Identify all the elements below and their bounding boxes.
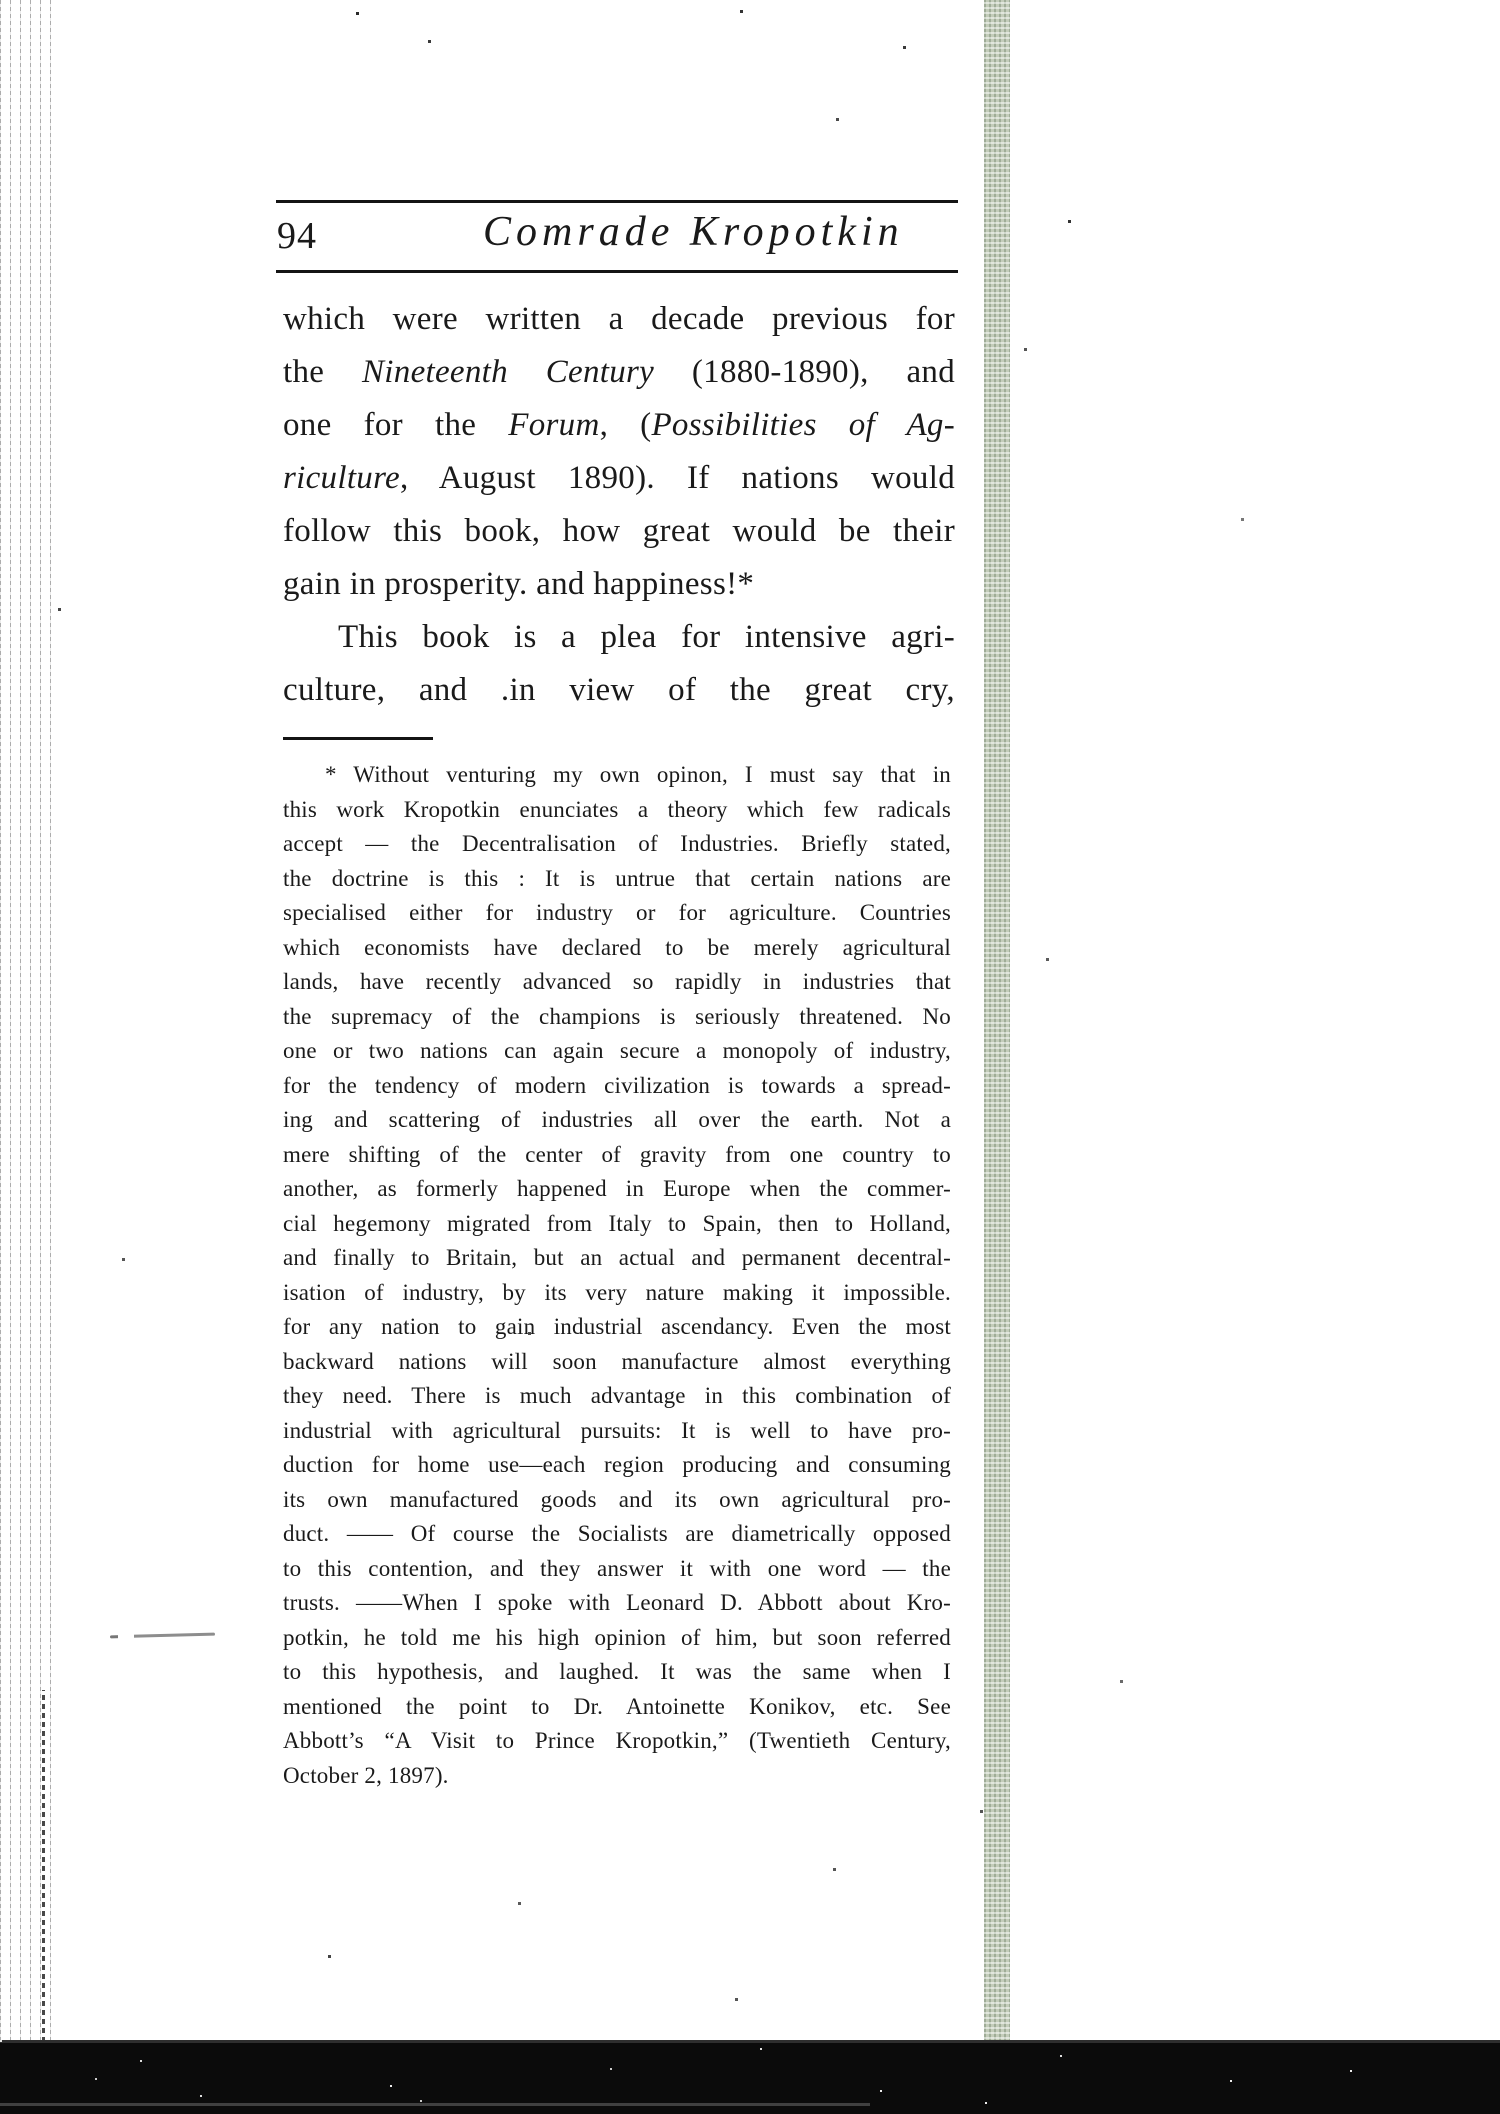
footnote-line: accept — the Decentralisation of Industries. Briefly stated,: [283, 831, 951, 856]
text-line: [283, 399, 955, 452]
scan-specks: [0, 0, 3, 3]
footnote-line: duction for home use—each region producing and consuming: [283, 1452, 951, 1477]
text-line: [283, 611, 955, 664]
footnote-line: for any nation to gain industrial ascendancy. Even the most: [283, 1314, 951, 1339]
footnote-line: duct. —— Of course the Socialists are diametrically opposed: [283, 1521, 951, 1546]
italic-text: riculture: [283, 460, 400, 496]
footnote-line: they need. There is much advantage in this combination of: [283, 1383, 951, 1408]
italic-text: Possibilities of Ag-: [651, 407, 955, 443]
scan-edge-left: [0, 0, 54, 2114]
footnote-line: lands, have recently advanced so rapidly in industries that: [283, 969, 951, 994]
text: This book is a plea for intensive agri-: [338, 619, 955, 655]
footnote-line: isation of industry, by its very nature making it impossible.: [283, 1279, 951, 1305]
text: culture, and .in view of the great cry,: [283, 672, 955, 708]
text: , August 1890). If nations would: [399, 460, 955, 496]
header-rule-top: [276, 200, 958, 203]
text: the: [283, 354, 362, 390]
footnote-line: to this hypothesis, and laughed. It was the same when I: [283, 1659, 951, 1684]
text: (1880-1890), and: [654, 354, 956, 390]
footnote-separator: [283, 737, 433, 740]
footnote-line: potkin, he told me his high opinion of him, but soon referred: [283, 1624, 951, 1650]
italic-text: Forum: [508, 407, 600, 443]
text-line: [283, 505, 955, 558]
footnote-line: mere shifting of the center of gravity from one country to: [283, 1141, 951, 1167]
main-paragraph: [283, 293, 955, 717]
footnote-line: which economists have declared to be merely agricultural: [283, 934, 951, 960]
footnote-line: October 2, 1897).: [283, 1762, 449, 1788]
footnote-line: cial hegemony migrated from Italy to Spain, then to Holland,: [283, 1210, 951, 1236]
footnote-line: its own manufactured goods and its own agricultural pro-: [283, 1486, 951, 1512]
footnote-line: specialised either for industry or for agriculture. Countries: [283, 900, 951, 925]
footnote-block: [283, 758, 951, 1793]
footnote-line: for the tendency of modern civilization is towards a spread-: [283, 1072, 951, 1098]
scan-bottom-bar: [0, 2040, 1500, 2114]
footnote-line: trusts. ——When I spoke with Leonard D. Abbott about Kro-: [283, 1590, 951, 1615]
text: which were written a decade previous for: [283, 301, 955, 337]
page-number: 94: [277, 215, 317, 257]
footnote-line: another, as formerly happened in Europe when the commer-: [283, 1176, 951, 1201]
footnote-line: ing and scattering of industries all over the earth. Not a: [283, 1107, 951, 1132]
running-head-title: Comrade Kropotkin: [483, 209, 904, 255]
text-line: [283, 558, 955, 611]
footnote-line: * Without venturing my own opinon, I must say that in: [325, 762, 951, 787]
header-rule-bottom: [276, 270, 958, 273]
footnote-line: backward nations will soon manufacture almost everything: [283, 1348, 951, 1374]
text-line: [283, 346, 955, 399]
footnote-line: the supremacy of the champions is seriously threatened. No: [283, 1003, 951, 1029]
footnote-line: to this contention, and they answer it with one word — the: [283, 1555, 951, 1581]
footnote-line: the doctrine is this : It is untrue that certain nations are: [283, 865, 951, 891]
footnote-line: industrial with agricultural pursuits: It is well to have pro-: [283, 1417, 951, 1443]
scan-edge-left-dark-line: [42, 1690, 45, 2042]
text: , (: [599, 407, 652, 443]
text-line: [283, 452, 955, 505]
text: one for the: [283, 407, 509, 443]
footnote-line: and finally to Britain, but an actual and permanent decentral-: [283, 1245, 951, 1270]
text-line: [283, 664, 955, 717]
text-line: [283, 293, 955, 346]
footnote-line: Abbott’s “A Visit to Prince Kropotkin,” (Twentieth Century,: [283, 1728, 951, 1753]
text: follow this book, how great would be their: [283, 513, 955, 549]
scan-edge-right: [984, 0, 1010, 2114]
footnote-line: one or two nations can again secure a monopoly of industry,: [283, 1038, 951, 1063]
text: gain in prosperity. and happiness!*: [283, 566, 755, 602]
footnote-line: this work Kropotkin enunciates a theory which few radicals: [283, 796, 951, 822]
italic-text: Nineteenth Century: [361, 354, 655, 390]
scan-squiggle: [110, 1633, 215, 1639]
footnote-line: mentioned the point to Dr. Antoinette Konikov, etc. See: [283, 1693, 951, 1719]
